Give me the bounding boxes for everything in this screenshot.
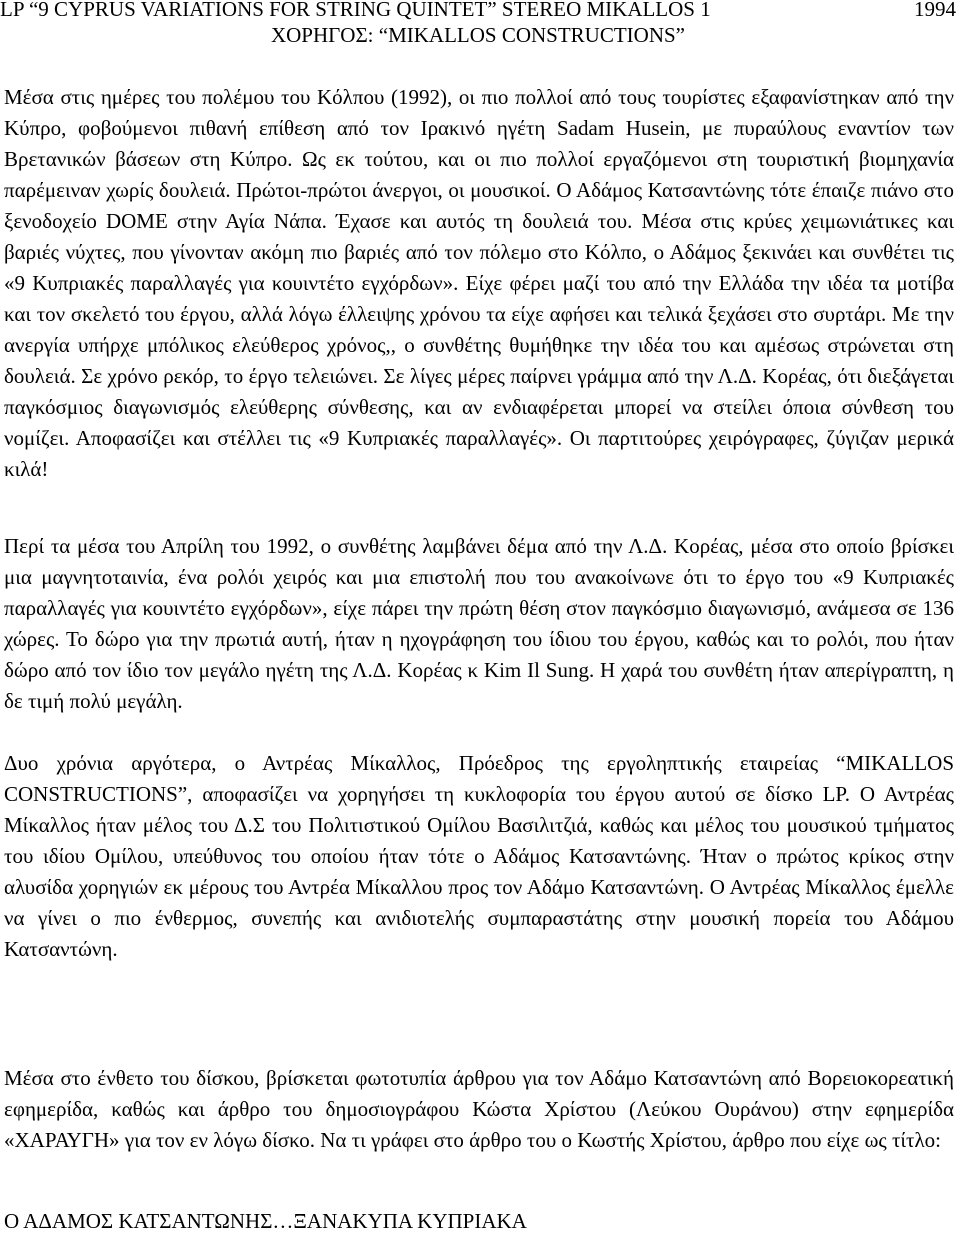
paragraph-insert <box>4 1063 954 1156</box>
paragraph-text: Δυο χρόνια αργότερα, ο Αντρέας Μίκαλλος, Πρόεδρος της εργοληπτικής εταιρείας “MIKALLOS CONSTRUCTIONS”, αποφασίζει να χορηγήσει τη κυκλοφορία του έργου αυτού σε δίσκο LP. Ο Αντρέας Μίκαλλος ήταν μέλος του Δ.Σ του Πολιτιστικού Ομίλου Βασιλιτζιά, καθώς και μέλος του μουσικού τμήματος του ιδίου Ομίλου, υπεύθυνος του οποίου ήταν τότε ο Αδάμος Κατσαντώνης. Ήταν ο πρώτος κρίκος στην αλυσίδα χορηγιών εκ μέρους του Αντρέα Μίκαλλου προς τον Αδάμο Κατσαντώνη. Ο Αντρέας Μίκαλλος έμελλε να γίνει ο πιο ένθερμος, συνεπής και ανιδιοτελής συμπαραστάτης στην μουσική πορεία του Αδάμου Κατσαντώνη. <box>4 751 954 961</box>
paragraph-text: Μέσα στις ημέρες του πολέμου του Κόλπου (1992), οι πιο πολλοί από τους τουρίστες εξαφανίστηκαν από την Κύπρο, φοβούμενοι πιθανή επίθεση από τον Ιρακινό ηγέτη Sadam Husein, με πυραύλους εναντίον των Βρετανικών βάσεων στη Κύπρο. Ως εκ τούτου, και οι πιο πολλοί εργαζόμενοι στη τουριστική βιομηχανία παρέμειναν χωρίς δουλειά. Πρώτοι-πρώτοι άνεργοι, οι μουσικοί. Ο Αδάμος Κατσαντώνης τότε έπαιζε πιάνο στο ξενοδοχείο DOME στην Αγία Νάπα. Έχασε και αυτός τη δουλειά του. Μέσα στις κρύες χειμωνιάτικες και βαριές νύχτες, που γίνονταν ακόμη πιο βαριές από τον πόλεμο στο Κόλπο, ο Αδάμος ξεκινάει και συνθέτει τις «9 Κυπριακές παραλλαγές για κουιντέτο εγχόρδων». Είχε φέρει μαζί του από την Ελλάδα την ιδέα τα μοτίβα και τον σκελετό του έργου, αλλά λόγω έλλειψης χρόνου τα είχε αφήσει και τελικά ξεχάσει στο συρτάρι. Με την ανεργία υπήρχε μπόλικος ελεύθερος χρόνος,, ο συνθέτης θυμήθηκε την ιδέα του και αμέσως στρώνεται στη δουλειά. Σε χρόνο ρεκόρ, το έργο τελειώνει. Σε λίγες μέρες παίρνει γράμμα από την Λ.Δ. Κορέας, ότι διεξάγεται παγκόσμιος διαγωνισμός ελεύθερης σύνθεσης, και αν ενδιαφέρεται μπορεί να στείλει όποια σύνθεση του νομίζει. Αποφασίζει και στέλλει τις «9 Κυπριακές παραλλαγές». Οι παρτιτούρες χειρόγραφες, ζύγιζαν μερικά κιλά! <box>4 85 954 481</box>
header-title: LP “9 CYPRUS VARIATIONS FOR STRING QUINTET” STEREO MIKALLOS 1 <box>0 0 711 21</box>
paragraph-sponsorship <box>4 748 954 965</box>
paragraph-text: Περί τα μέσα του Απρίλη του 1992, ο συνθέτης λαμβάνει δέμα από την Λ.Δ. Κορέας, μέσα στο οποίο βρίσκει μια μαγνητοταινία, ένα ρολόι χειρός και μια επιστολή που του ανακοίνωνε ότι το έργο του «9 Κυπριακές παραλλαγές για κουιντέτο εγχόρδων», είχε πάρει την πρώτη θέση στον παγκόσμιο διαγωνισμό, ανάμεσα σε 136 χώρες. Το δώρο για την πρωτιά αυτή, ήταν η ηχογράφηση του ίδιου του έργου, καθώς και το ρολόι, που ήταν δώρο από τον ίδιο τον μεγάλο ηγέτη της Λ.Δ. Κορέας κ Kim Il Sung. Η χαρά του συνθέτη ήταν απερίγραπτη, η δε τιμή πολύ μεγάλη. <box>4 534 954 713</box>
header-title-row <box>0 0 956 22</box>
page-header <box>0 0 956 48</box>
paragraph-award <box>4 531 954 717</box>
header-year: 1994 <box>914 0 956 21</box>
paragraph-war-story <box>4 82 954 485</box>
header-sponsor: ΧΟΡΗΓΟΣ: “MIKALLOS CONSTRUCTIONS” <box>270 23 686 47</box>
paragraph-text: Μέσα στο ένθετο του δίσκου, βρίσκεται φωτοτυπία άρθρου για τον Αδάμο Κατσαντώνη από Βορειοκορεατική εφημερίδα, καθώς και άρθρο του δημοσιογράφου Κώστα Χρίστου (Λεύκου Ουράνου) στην εφημερίδα «ΧΑΡΑΥΓΗ» για τον εν λόγω δίσκο. Να τι γράφει στο άρθρο του ο Κωστής Χρίστου, άρθρο που είχε ως τίτλο: <box>4 1066 954 1152</box>
article-title: Ο ΑΔΑΜΟΣ ΚΑΤΣΑΝΤΩΝΗΣ…ΞΑΝΑΚΥΠΑ ΚΥΠΡΙΑΚΑ <box>4 1209 527 1233</box>
